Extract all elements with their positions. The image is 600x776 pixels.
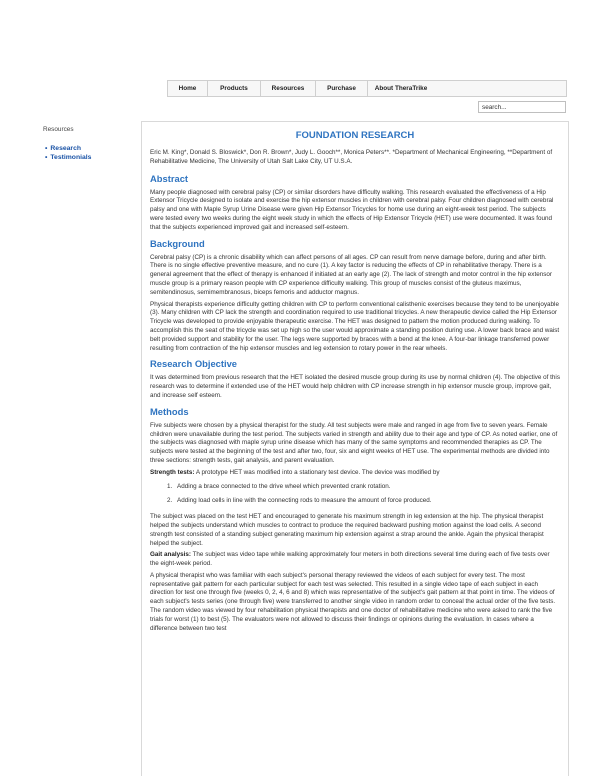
main-content	[141, 121, 569, 776]
abstract-text: Many people diagnosed with cerebral palsy (CP) or similar disorders have difficulty walking. This research evaluated the effectiveness of a Hip Extensor Tricycle designed to isolate and exercise the hip extensor muscles in children with cerebral palsy. Four children diagnosed with cerebral palsy and one with Maple Syrup Urine Disease were given Hip Extensor Tricycles for home use during an eight-week test period. The subjects were tested every two weeks during the eight week study in which the effects of Hip Extensor Tricycle (HET) use were documented. It was found that the subjects experienced improved gait and increased self-esteem.	[150, 188, 554, 231]
methods-paragraph-2: The subject was placed on the test HET and encouraged to generate his maximum strength in leg extension at the hip. The physical therapist helped the subjects understand which muscles to contract to produce the required backward pushing motion against the load cells. A second strength test consisted of a standing subject generating maximum hip extension against a strap around the ankle. Again the physical therapist helped the subject.	[150, 513, 544, 547]
nav-purchase[interactable]: Purchase	[316, 81, 368, 96]
background-heading: Background	[150, 237, 205, 249]
nav-about-theratrike[interactable]: About TheraTrike	[374, 85, 428, 92]
sidebar-list	[43, 144, 138, 162]
sidebar-item-testimonials[interactable]	[43, 153, 138, 162]
page-title: FOUNDATION RESEARCH	[295, 130, 415, 141]
background-paragraph-2: Physical therapists experience difficulty getting children with CP to perform conventional calisthenic exercises because they tend to be unenjoyable (3). Many children with CP lack the strength and coordination required to use traditional tricycles. A new therapeutic device called the Hip Extensor Tricycle was developed to provide enjoyable therapeutic exercise. The HET was designed to pattern the motion produced during walking. To accomplish this the seat of the tricycle was set up high so the user would approximate a standing position during use. A lower back brace and waist belt provided support and stability for the user. The legs were supported by braces with a bend at the knee. A four-bar linkage transferred power resulting from contraction of the hip extensor muscles and leg extension to rotary power in the rear wheels.	[150, 300, 560, 352]
strength-tests-paragraph	[150, 469, 560, 478]
methods-paragraph-1: Five subjects were chosen by a physical therapist for the study. All test subjects were male and ranged in age from five to seven years. Female children were unavailable during the test period. The subjects varied in strength and ability due to their age and type of CP. As noted earlier, one of the subjects was diagnosed with maple syrup urine disease which has many of the same symptoms and recommended therapies as CP. The subjects were tested at the beginning of the test and after two, four, six and eight weeks of HET use. The experimental methods are divided into three sections: strength tests, gait analysis, and parent evaluation.	[150, 421, 558, 464]
list-item: 2. Adding load cells in line with the connecting rods to measure the amount of force produced.	[174, 497, 560, 506]
bullet-icon: •	[45, 145, 48, 152]
strength-tests-label: Strength tests:	[150, 468, 195, 476]
gait-analysis-paragraph	[150, 551, 560, 569]
search-input[interactable]	[478, 101, 566, 113]
list-item: 1. Adding a brace connected to the drive wheel which prevented crank rotation.	[174, 483, 560, 492]
bullet-icon: •	[45, 154, 48, 161]
background-paragraph-1: Cerebral palsy (CP) is a chronic disability which can affect persons of all ages. CP can result from nerve damage before, during and after birth. There is no single effective preventive measure, and no cure (1). A key factor is reducing the effects of CP in rehabilitative therapy. There is a general agreement that the effect of therapy is enhanced if initiated at an early age (2). The lack of strength and motor control in the hip extensor muscle group is a primary reason people with CP experience difficulty walking. This group of muscles consist of the gluteus maximus, semitendinosus, semimembranosus, biceps femoris and adductor magnus.	[150, 253, 552, 296]
sidebar-item-label: Research	[50, 145, 81, 152]
abstract-heading: Abstract	[150, 172, 189, 184]
sidebar-item-research[interactable]	[43, 144, 138, 153]
gait-analysis-label: Gait analysis:	[150, 551, 191, 559]
authors: Eric M. King*, Donald S. Bloswick*, Don R. Brown*, Judy L. Gooch**, Monica Peters**. *Department of Mechanical Engineering, **Department of Rehabilitative Medicine, The University of Utah Salt Lake City, UT U.S.A.	[150, 149, 553, 165]
modification-list	[174, 483, 560, 507]
nav-home[interactable]: Home	[168, 81, 208, 96]
strength-tests-text: A prototype HET was modified into a stationary test device. The device was modified by	[194, 468, 440, 476]
methods-heading: Methods	[150, 405, 189, 417]
gait-analysis-text: The subject was video tape while walking approximately four meters in both directions several time during each of five tests over the eight-week period.	[150, 551, 550, 568]
objective-heading: Research Objective	[150, 358, 238, 370]
top-navigation	[167, 80, 567, 97]
sidebar-item-label: Testimonials	[50, 154, 92, 161]
sidebar-title: Resources	[43, 126, 74, 133]
methods-paragraph-3: A physical therapist who was familiar with each subject's personal therapy reviewed the videos of each subject for every test. The most representative gait pattern for each particular subject for each test was selected. This resulted in a single video tape of each subject in each direction for test one through five (weeks 0, 2, 4, 6 and 8) which was representative of the subject's gait pattern at that point in time. The videos of each subject's tests series (one through five) were transferred to another single video in random order to conceal the actual order of the five tests. The random video was viewed by four rehabilitation physical therapists and one doctor of rehabilitative medicine who were asked to rank the five trials for worst (1) to best (5). The evaluators were not allowed to discuss their findings or opinions during the evaluation. In cases where a difference between two test	[150, 571, 556, 632]
sidebar	[43, 126, 138, 162]
nav-products[interactable]: Products	[208, 81, 261, 96]
objective-text: It was determined from previous research that the HET isolated the desired muscle group during its use by normal children (4). The objective of this research was to determine if extended use of the HET would help children with CP increase strength in hip extensor muscle group, improve gait, and increase self esteem.	[150, 374, 560, 399]
nav-resources[interactable]: Resources	[261, 81, 316, 96]
